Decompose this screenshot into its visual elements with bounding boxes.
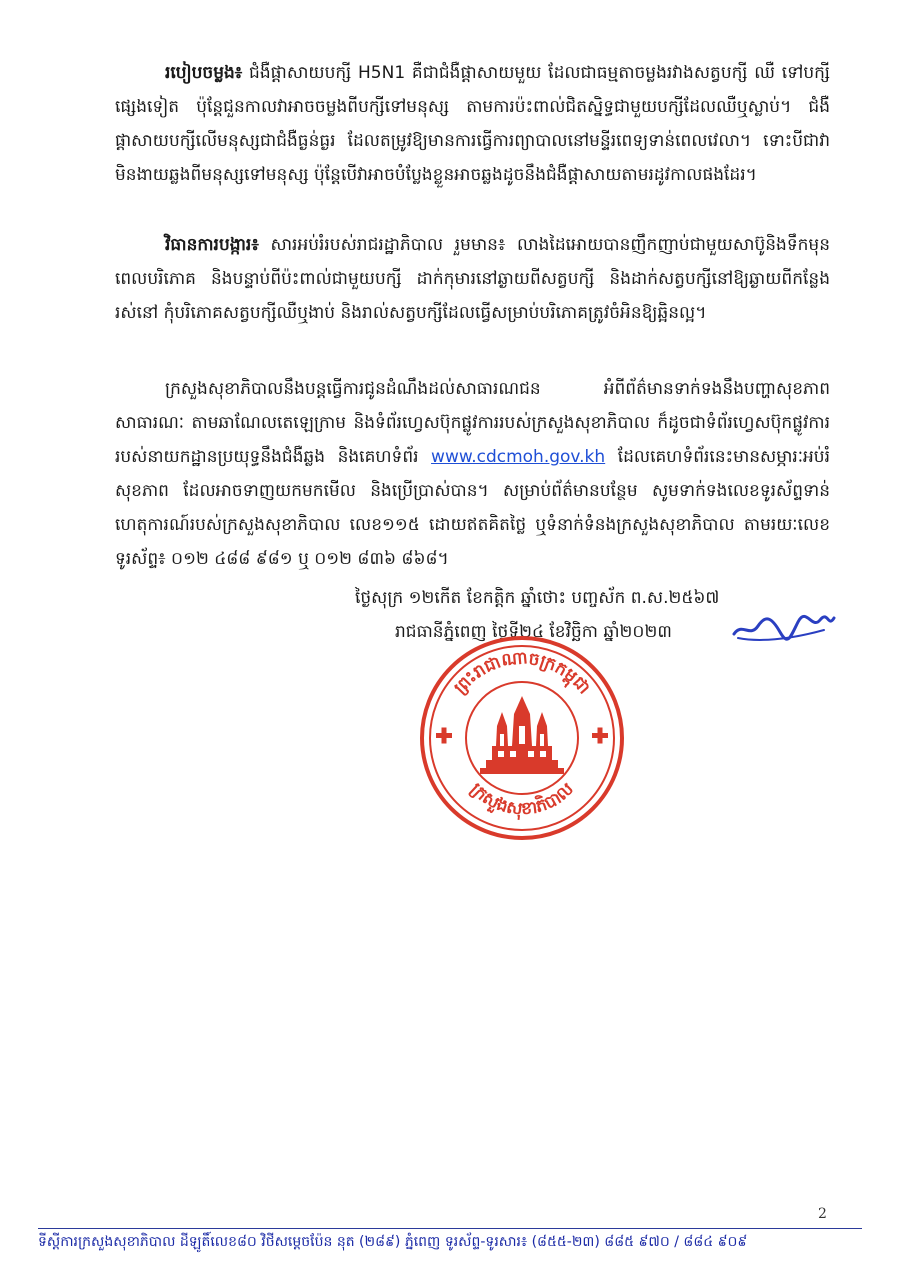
seal-bottom-text: ក្រសួងសុខាភិបាល [466, 779, 578, 820]
signature-icon [728, 608, 838, 648]
transmission-heading: របៀបចម្លង៖ [165, 63, 243, 83]
contact-text-before: ក្រសួងសុខាភិបាលនឹងបន្តធ្វើការជូនដំណឹងដល់សាធារណជន អំពីព័ត៌មានទាក់ទងនឹងបញ្ហាសុខភាពសាធារណៈ តាមឆាណែលតេឡេក្រាម និងទំព័រហ្វេសប៊ុកផ្លូវការរបស់ក្រសួងសុខាភិបាល ក៏ដូចជាទំព័រហ្វេសប៊ុកផ្លូវការរបស់នាយកដ្ឋានប្រយុទ្ធនឹងជំងឺឆ្លង និងគេហទំព័រ [115, 379, 830, 467]
footer-divider [38, 1228, 862, 1229]
footer-address: ទីស្តីការក្រសួងសុខាភិបាល ដីឡូតិ៍លេខ៨០ វិថីសម្តេចប៉ែន នុត (២៨៩) ភ្នំពេញ ទូរស័ព្ទ-ទូរសារ៖ (៨៥៥-២៣) ៨៨៥ ៩៧០ / ៨៨៤ ៩០៩ [38, 1234, 748, 1250]
prevention-heading: វិធានការបង្ការ៖ [165, 235, 259, 255]
svg-text:ក្រសួងសុខាភិបាល [466, 779, 578, 820]
paragraph-transmission [115, 56, 830, 192]
prevention-text: សារអប់រំរបស់រាជរដ្ឋាភិបាល រួមមាន៖ លាងដៃអោយបានញឹកញាប់ជាមួយសាប៊ូនិងទឹកមុនពេលបរិភោគ និងបន្ទាប់ពីប៉ះពាល់ជាមួយបក្សី ដាក់កុមារនៅឆ្ងាយពីសត្វបក្សី និងដាក់សត្វបក្សីនៅឱ្យឆ្ងាយពីកន្លែងរស់នៅ កុំបរិភោគសត្វបក្សីឈឺឬងាប់ និងរាល់សត្វបក្សីដែលធ្វើសម្រាប់បរិភោគត្រូវចំអិនឱ្យឆ្អិនល្អ។ [115, 235, 830, 323]
contact-text-after: ដែលគេហទំព័រនេះមានសម្ភារៈអប់រំសុខភាព ដែលអាចទាញយកមកមើល និងប្រើប្រាស់បាន។ សម្រាប់ព័ត៌មានបន្ថែម សូមទាក់ទងលេខទូរស័ព្ទទាន់ហេតុការណ៍របស់ក្រសួងសុខាភិបាល លេខ១១៥ ដោយឥតគិតថ្លៃ ឬទំនាក់ទំនងក្រសួងសុខាភិបាល តាមរយៈលេខទូរស័ព្ទ៖ ០១២ ៤៨៨ ៩៨១ ឬ ០១២ ៨៣៦ ៨៦៨។ [115, 447, 830, 569]
website-link[interactable]: www.cdcmoh.gov.kh [431, 447, 606, 467]
page-number: 2 [818, 1206, 827, 1222]
transmission-text: ជំងឺផ្តាសាយបក្សី H5N1 គឺជាជំងឺផ្តាសាយមួយ ដែលជាធម្មតាចម្លងរវាងសត្វបក្សី ឈឺ ទៅបក្សីផ្សេងទៀត ប៉ុន្តែជួនកាលវាអាចចម្លងពីបក្សីទៅមនុស្ស តាមការប៉ះពាល់ជិតស្និទ្ធជាមួយបក្សីដែលឈឺឬស្លាប់។ ជំងឺផ្តាសាយបក្សីលើមនុស្សជាជំងឺធ្ងន់ធ្ងរ ដែលតម្រូវឱ្យមានការធ្វើការព្យាបាលនៅមន្ទីរពេទ្យទាន់ពេលវេលា។ ទោះបីជាវាមិនងាយឆ្លងពីមនុស្សទៅមនុស្ស ប៉ុន្តែបើវាអាចបំប្លែងខ្លួនអាចឆ្លងដូចនឹងជំងឺផ្តាសាយតាមរដូវកាលផងដែរ។ [115, 63, 830, 185]
svg-text:ព្រះរាជាណាចក្រកម្ពុជា [450, 648, 594, 698]
ministry-seal-icon [418, 634, 626, 842]
seal-top-text: ព្រះរាជាណាចក្រកម្ពុជា [450, 648, 594, 699]
lunar-date: ថ្ងៃសុក្រ ១២កើត ខែកត្តិក ឆ្នាំថោះ បញ្ចស័ក ព.ស.២៥៦៧ [355, 588, 720, 608]
solar-date: រាជធានីភ្នំពេញ ថ្ងៃទី២៤ ខែវិច្ឆិកា ឆ្នាំ២០២៣ [395, 622, 672, 642]
paragraph-contact [115, 372, 830, 576]
paragraph-prevention [115, 228, 830, 330]
